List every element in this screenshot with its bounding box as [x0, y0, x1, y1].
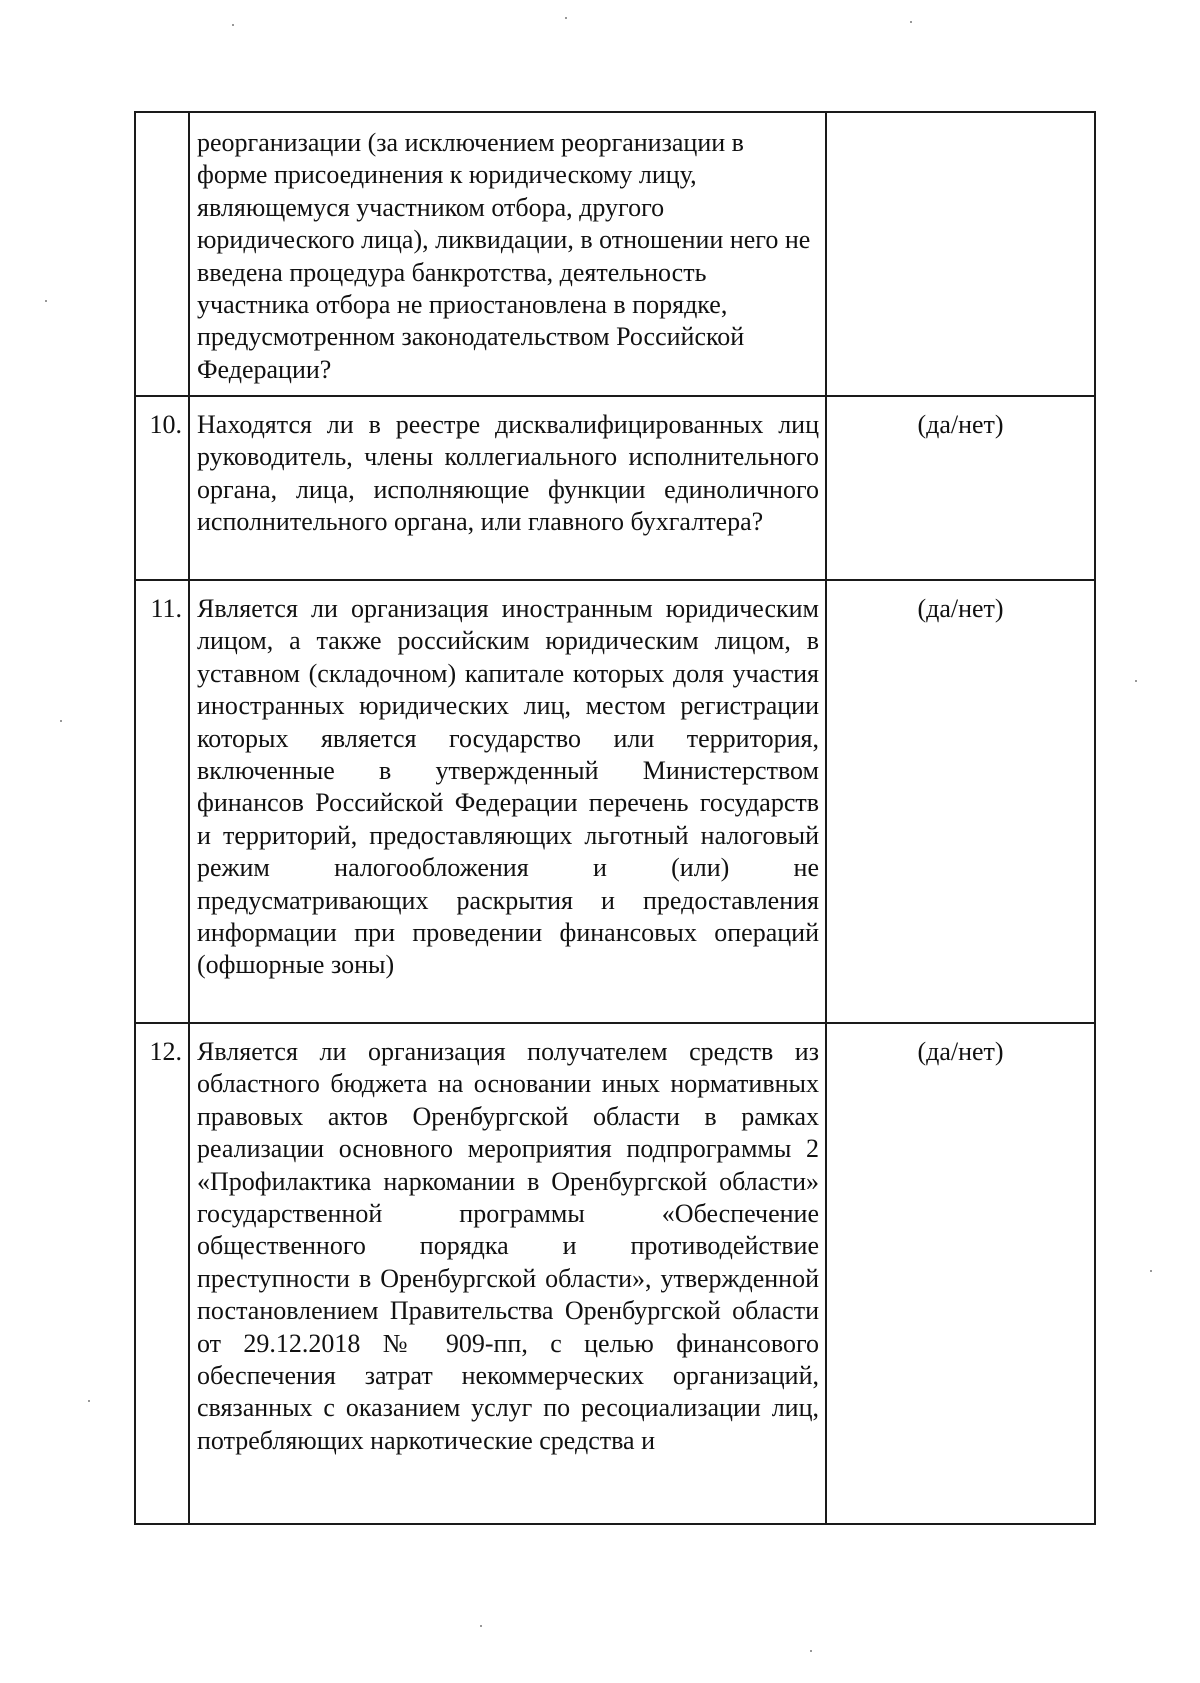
scan-speck: [88, 1400, 90, 1402]
row-number: 11.: [135, 580, 189, 1023]
table-row: [135, 112, 1095, 396]
row-number: [135, 112, 189, 396]
question-text: Находятся ли в реестре дисквалифицированных лиц руководитель, члены коллегиального исполнительного органа, лица, исполняющие функции единоличного исполнительного органа, или главного бухгалтера?: [189, 396, 826, 580]
scan-speck: [232, 24, 234, 26]
scan-speck: [1150, 1270, 1152, 1272]
table-row: [135, 580, 1095, 1023]
table-row: [135, 1023, 1095, 1524]
scan-speck: [565, 17, 567, 19]
scan-speck: [810, 1650, 812, 1652]
table-row: [135, 396, 1095, 580]
scan-speck: [60, 720, 62, 722]
questionnaire-table: [134, 111, 1096, 1525]
scan-speck: [1135, 680, 1137, 682]
question-text: Является ли организация получателем средств из областного бюджета на основании иных нормативных правовых актов Оренбургской области в рамках реализации основного мероприятия подпрограммы 2 «Профилактика наркомании в Оренбургской области» государственной программы «Обеспечение общественного порядка и противодействие преступности в Оренбургской области», утвержденной постановлением Правительства Оренбургской области от 29.12.2018 № 909-пп, с целью финансового обеспечения затрат некоммерческих организаций, связанных с оказанием услуг по ресоциализации лиц, потребляющих наркотические средства и: [189, 1023, 826, 1524]
row-number: 12.: [135, 1023, 189, 1524]
question-text: Является ли организация иностранным юридическим лицом, а также российским юридическим лицом, в уставном (складочном) капитале которых доля участия иностранных юридических лиц, местом регистрации которых является государство или территория, включенные в утвержденный Министерством финансов Российской Федерации перечень государств и территорий, предоставляющих льготный налоговый режим налогообложения и (или) не предусматривающих раскрытия и предоставления информации при проведении финансовых операций (офшорные зоны): [189, 580, 826, 1023]
scan-speck: [480, 1625, 482, 1627]
answer-cell: (да/нет): [826, 1023, 1095, 1524]
scan-speck: [45, 300, 47, 302]
scan-speck: [910, 21, 912, 23]
row-number: 10.: [135, 396, 189, 580]
answer-cell: (да/нет): [826, 396, 1095, 580]
question-text: реорганизации (за исключением реорганизации в форме присоединения к юридическому лицу, являющемуся участником отбора, другого юридического лица), ликвидации, в отношении него не введена процедура банкротства, деятельность участника отбора не приостановлена в порядке, предусмотренном законодательством Российской Федерации?: [189, 112, 826, 396]
answer-cell: (да/нет): [826, 580, 1095, 1023]
answer-cell: [826, 112, 1095, 396]
